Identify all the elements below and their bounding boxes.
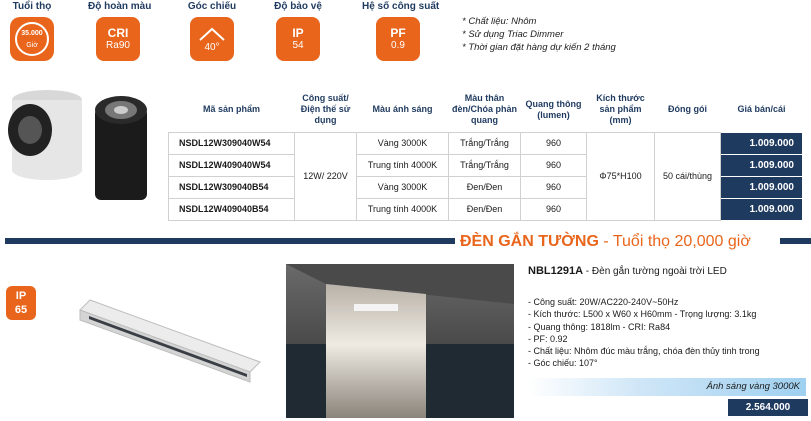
feature-label: Tuổi thọ	[12, 1, 52, 12]
table-header: Giá bán/cái	[737, 104, 786, 115]
table-row: NSDL12W309040B54 Vàng 3000K Đen/Đen 960 1.009.000	[169, 176, 803, 198]
packing-cell: 50 cái/thùng	[655, 132, 721, 220]
feature-label: Độ bảo vệ	[274, 1, 322, 12]
spec-line: - Chất liệu: Nhôm đúc màu trắng, chóa đèn thủy tinh trong	[528, 346, 760, 357]
wall-light-product-image	[75, 270, 275, 400]
product-title	[528, 265, 727, 277]
price-cell: 1.009.000	[721, 176, 803, 198]
downlight-product-image	[2, 78, 162, 218]
feature-ip	[268, 0, 328, 61]
feature-beam-angle	[182, 0, 242, 61]
pf-badge-icon: PF 0.9	[376, 17, 420, 61]
product-spec-table	[168, 88, 803, 221]
product-description: - Đèn gắn tường ngoài trời LED	[583, 266, 727, 277]
installation-photo	[286, 264, 514, 418]
spec-line: - Góc chiếu: 107°	[528, 358, 598, 369]
feature-label: Độ hoàn màu	[88, 1, 152, 12]
power-cell: 12W/ 220V	[295, 132, 357, 220]
table-header: Kích thước sản phẩm (mm)	[596, 93, 645, 126]
price-cell: 1.009.000	[721, 132, 803, 154]
note-line: * Thời gian đặt hàng dự kiến 2 tháng	[462, 42, 616, 53]
feature-label: Hệ số công suất	[362, 1, 440, 12]
ip65-badge-icon: IP 65	[6, 286, 36, 320]
beam-angle-icon: 40°	[190, 17, 234, 61]
spec-line: - Quang thông: 1818lm - CRI: Ra84	[528, 321, 671, 332]
table-header: Công suất/ Điện thế sử dụng	[300, 93, 351, 126]
feature-label: Góc chiếu	[187, 1, 237, 12]
table-header: Mã sản phẩm	[202, 104, 260, 115]
price-cell: 2.564.000	[728, 399, 808, 416]
table-row: NSDL12W309040W54 12W/ 220V Vàng 3000K Trắng/Trắng 960 Φ75*H100 50 cái/thùng 1.009.000	[169, 132, 803, 154]
note-line: * Sử dụng Triac Dimmer	[462, 29, 564, 40]
feature-pf	[362, 0, 440, 61]
spec-line: - Kích thước: L500 x W60 x H60mm - Trọng lượng: 3.1kg	[528, 309, 757, 320]
table-header: Màu ánh sáng	[372, 104, 433, 115]
size-cell: Φ75*H100	[587, 132, 655, 220]
table-row: NSDL12W409040B54 Trung tính 4000K Đen/Đen 960 1.009.000	[169, 198, 803, 220]
feature-cri	[88, 0, 152, 61]
note-line: * Chất liệu: Nhôm	[462, 16, 537, 27]
table-header: Quang thông (lumen)	[525, 98, 582, 120]
table-row: NSDL12W409040W54 Trung tính 4000K Trắng/Trắng 960 1.009.000	[169, 154, 803, 176]
product-code: NBL1291A	[528, 265, 584, 277]
notes	[462, 15, 616, 54]
light-color-bar: Ánh sáng vàng 3000K	[528, 378, 806, 396]
section-title: ĐÈN GẮN TƯỜNG - Tuổi thọ 20,000 giờ	[460, 233, 751, 250]
price-cell: 1.009.000	[721, 198, 803, 220]
table-header: Màu thân đèn/Chóa phản quang	[452, 93, 517, 126]
feature-lifetime	[2, 0, 62, 61]
product-specs	[528, 296, 760, 370]
clock-icon: 35.000 Giờ	[10, 17, 54, 61]
price-cell: 1.009.000	[721, 154, 803, 176]
table-header: Đóng gói	[668, 104, 707, 115]
spec-line: - Công suất: 20W/AC220-240V~50Hz	[528, 297, 679, 307]
cri-badge-icon: CRI Ra90	[96, 17, 140, 61]
ip-badge-icon: IP 54	[276, 17, 320, 61]
spec-line: - PF: 0.92	[528, 333, 568, 344]
